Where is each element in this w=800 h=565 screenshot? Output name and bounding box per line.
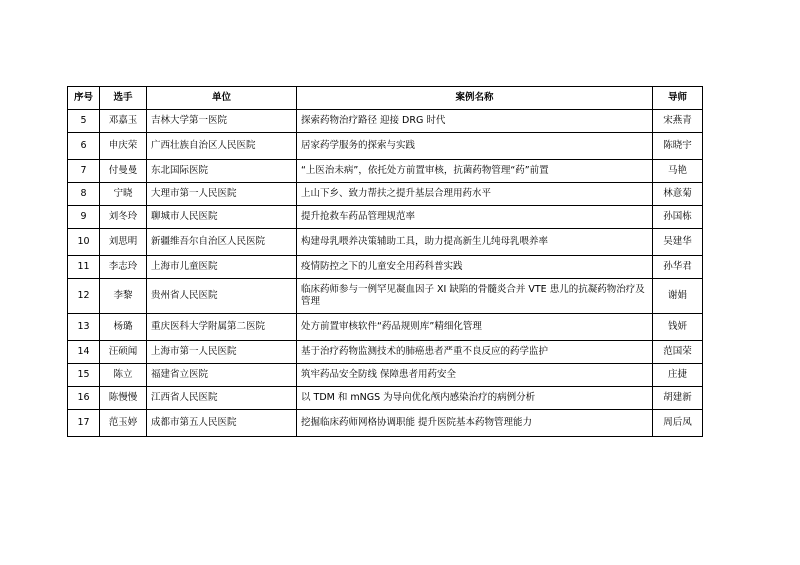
table-row: [68, 314, 703, 341]
cell-case-name: 上山下乡、致力帮扶之提升基层合理用药水平: [297, 183, 653, 206]
cell-number: 13: [68, 314, 100, 341]
cell-case-name: 构建母乳喂养决策辅助工具，助力提高新生儿纯母乳喂养率: [297, 229, 653, 256]
table-header-row: [68, 87, 703, 110]
cell-case-name: 处方前置审核软件“药品规则库”精细化管理: [297, 314, 653, 341]
cell-unit: 江西省人民医院: [147, 387, 297, 410]
cell-unit: 聊城市人民医院: [147, 206, 297, 229]
cell-case-name: 提升抢救车药品管理规范率: [297, 206, 653, 229]
cell-number: 9: [68, 206, 100, 229]
cell-contestant: 申庆荣: [100, 133, 147, 160]
table-row: [68, 387, 703, 410]
cell-unit: 上海市第一人民医院: [147, 341, 297, 364]
cell-unit: 重庆医科大学附属第二医院: [147, 314, 297, 341]
cell-mentor: 马艳: [653, 160, 703, 183]
cell-unit: 福建省立医院: [147, 364, 297, 387]
cell-contestant: 李黎: [100, 279, 147, 314]
cell-case-name: 筑牢药品安全防线 保障患者用药安全: [297, 364, 653, 387]
cell-number: 15: [68, 364, 100, 387]
cell-contestant: 刘冬玲: [100, 206, 147, 229]
table-row: [68, 279, 703, 314]
header-case-name: 案例名称: [297, 87, 653, 110]
cell-contestant: 陈慢慢: [100, 387, 147, 410]
table-row: [68, 364, 703, 387]
cell-mentor: 钱妍: [653, 314, 703, 341]
header-mentor: 导师: [653, 87, 703, 110]
cell-unit: 贵州省人民医院: [147, 279, 297, 314]
contestant-table: [67, 86, 703, 437]
table-row: [68, 160, 703, 183]
header-contestant: 选手: [100, 87, 147, 110]
cell-mentor: 范国荣: [653, 341, 703, 364]
table-row: [68, 229, 703, 256]
cell-number: 16: [68, 387, 100, 410]
cell-mentor: 周后凤: [653, 410, 703, 437]
cell-mentor: 孙华君: [653, 256, 703, 279]
table-row: [68, 341, 703, 364]
cell-contestant: 陈立: [100, 364, 147, 387]
cell-number: 5: [68, 110, 100, 133]
cell-case-name: 疫情防控之下的儿童安全用药科普实践: [297, 256, 653, 279]
cell-contestant: 邓嘉玉: [100, 110, 147, 133]
cell-number: 10: [68, 229, 100, 256]
cell-case-name: 临床药师参与一例罕见凝血因子 XI 缺陷的骨髓炎合并 VTE 患儿的抗凝药物治疗及管理: [297, 279, 653, 314]
header-number: 序号: [68, 87, 100, 110]
cell-mentor: 宋燕青: [653, 110, 703, 133]
cell-contestant: 刘思明: [100, 229, 147, 256]
cell-unit: 东北国际医院: [147, 160, 297, 183]
header-unit: 单位: [147, 87, 297, 110]
cell-contestant: 宁晓: [100, 183, 147, 206]
cell-number: 12: [68, 279, 100, 314]
cell-contestant: 付曼曼: [100, 160, 147, 183]
cell-case-name: 以 TDM 和 mNGS 为导向优化颅内感染治疗的病例分析: [297, 387, 653, 410]
cell-mentor: 吴建华: [653, 229, 703, 256]
cell-unit: 新疆维吾尔自治区人民医院: [147, 229, 297, 256]
table-row: [68, 206, 703, 229]
cell-unit: 成都市第五人民医院: [147, 410, 297, 437]
cell-number: 11: [68, 256, 100, 279]
cell-number: 7: [68, 160, 100, 183]
cell-number: 6: [68, 133, 100, 160]
cell-unit: 广西壮族自治区人民医院: [147, 133, 297, 160]
cell-case-name: 挖掘临床药师网格协调职能 提升医院基本药物管理能力: [297, 410, 653, 437]
cell-mentor: 谢娟: [653, 279, 703, 314]
cell-number: 17: [68, 410, 100, 437]
cell-contestant: 范玉婷: [100, 410, 147, 437]
table-row: [68, 110, 703, 133]
table-row: [68, 410, 703, 437]
cell-case-name: 居家药学服务的探索与实践: [297, 133, 653, 160]
cell-contestant: 李志玲: [100, 256, 147, 279]
cell-contestant: 杨璐: [100, 314, 147, 341]
cell-mentor: 林意菊: [653, 183, 703, 206]
table-row: [68, 133, 703, 160]
cell-number: 14: [68, 341, 100, 364]
cell-case-name: “上医治未病”，依托处方前置审核，抗菌药物管理“药”前置: [297, 160, 653, 183]
cell-unit: 大理市第一人民医院: [147, 183, 297, 206]
cell-mentor: 胡建新: [653, 387, 703, 410]
table-row: [68, 183, 703, 206]
cell-unit: 上海市儿童医院: [147, 256, 297, 279]
cell-case-name: 基于治疗药物监测技术的肺癌患者严重不良反应的药学监护: [297, 341, 653, 364]
cell-mentor: 庄捷: [653, 364, 703, 387]
cell-mentor: 孙国栋: [653, 206, 703, 229]
cell-contestant: 汪硕闻: [100, 341, 147, 364]
cell-mentor: 陈晓宇: [653, 133, 703, 160]
cell-case-name: 探索药物治疗路径 迎接 DRG 时代: [297, 110, 653, 133]
cell-unit: 吉林大学第一医院: [147, 110, 297, 133]
table-row: [68, 256, 703, 279]
cell-number: 8: [68, 183, 100, 206]
